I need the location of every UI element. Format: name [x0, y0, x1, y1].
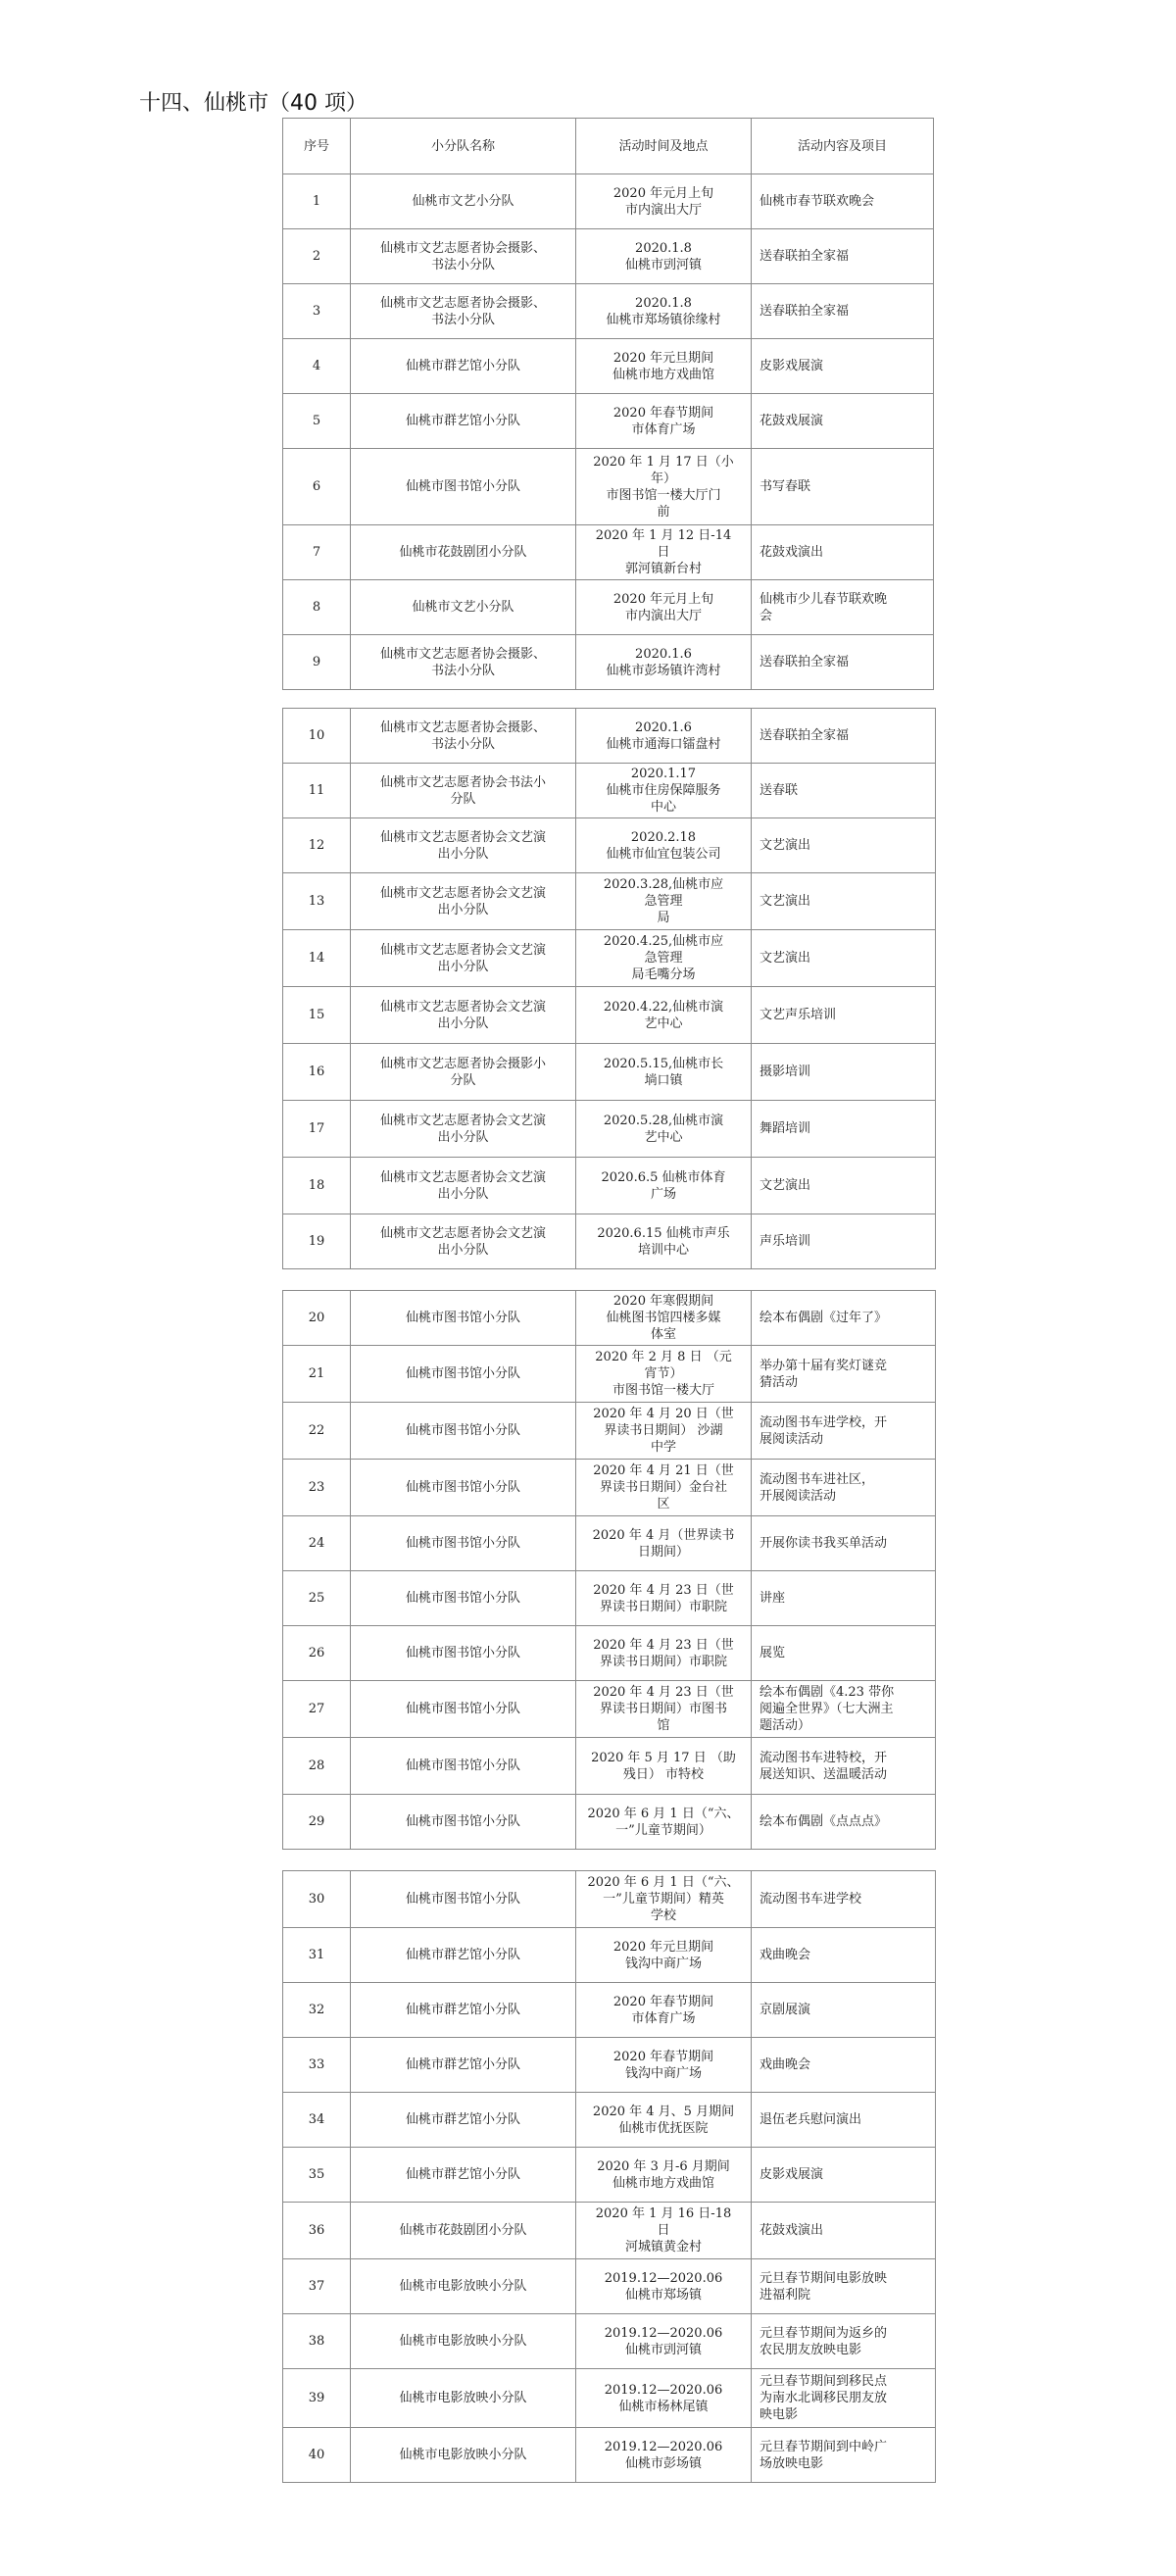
- team-name: 仙桃市群艺馆小分队: [351, 2093, 576, 2148]
- table-row: [283, 873, 936, 930]
- row-index: 12: [283, 818, 351, 873]
- activity-content: 皮影戏展演: [752, 2148, 936, 2203]
- table-row: [283, 1928, 936, 1983]
- activity-content: 元旦春节期间电影放映 进福利院: [752, 2259, 936, 2314]
- table-row: [283, 1460, 936, 1516]
- page-title: 十四、仙桃市（40 项）: [139, 91, 368, 116]
- time-place: 2020 年元月上旬 市内演出大厅: [576, 580, 752, 635]
- team-name: 仙桃市文艺志愿者协会文艺演 出小分队: [351, 818, 576, 873]
- team-name: 仙桃市文艺志愿者协会摄影、 书法小分队: [351, 635, 576, 690]
- table-row: [283, 1626, 936, 1681]
- activity-content: 花鼓戏演出: [752, 525, 934, 580]
- team-name: 仙桃市电影放映小分队: [351, 2259, 576, 2314]
- activity-content: 摄影培训: [752, 1044, 936, 1101]
- table-row: [283, 284, 934, 339]
- table-row: [283, 1516, 936, 1571]
- time-place: 2020.6.15 仙桃市声乐 培训中心: [576, 1214, 752, 1269]
- team-name: 仙桃市群艺馆小分队: [351, 339, 576, 394]
- team-name: 仙桃市电影放映小分队: [351, 2369, 576, 2428]
- time-place: 2020 年 5 月 17 日 （助 残日） 市特校: [576, 1738, 752, 1795]
- table-row: [283, 174, 934, 229]
- team-name: 仙桃市图书馆小分队: [351, 1403, 576, 1460]
- time-place: 2020 年春节期间 市体育广场: [576, 1983, 752, 2038]
- table-row: [283, 394, 934, 449]
- activity-content: 元旦春节期间到中岭广 场放映电影: [752, 2428, 936, 2483]
- row-index: 15: [283, 987, 351, 1044]
- row-index: 24: [283, 1516, 351, 1571]
- time-place: 2020 年 2 月 8 日 （元 宵节） 市图书馆一楼大厅: [576, 1346, 752, 1403]
- table-row: [283, 930, 936, 987]
- row-index: 10: [283, 709, 351, 764]
- team-name: 仙桃市文艺志愿者协会文艺演 出小分队: [351, 1158, 576, 1214]
- time-place: 2020.1.8 仙桃市剅河镇: [576, 229, 752, 284]
- table-row: [283, 2038, 936, 2093]
- table-row: [283, 2203, 936, 2259]
- activity-content: 元旦春节期间到移民点 为南水北调移民朋友放 映电影: [752, 2369, 936, 2428]
- team-name: 仙桃市图书馆小分队: [351, 1571, 576, 1626]
- table-row: [283, 2259, 936, 2314]
- time-place: 2020.1.8 仙桃市郑场镇徐缘村: [576, 284, 752, 339]
- activity-content: 皮影戏展演: [752, 339, 934, 394]
- table-row: [283, 1983, 936, 2038]
- activity-content: 送春联拍全家福: [752, 229, 934, 284]
- activity-content: 绘本布偶剧《点点点》: [752, 1795, 936, 1850]
- header-content: 活动内容及项目: [752, 119, 934, 174]
- row-index: 13: [283, 873, 351, 930]
- header-time-place: 活动时间及地点: [576, 119, 752, 174]
- time-place: 2020 年 4 月 20 日（世 界读书日期间） 沙湖 中学: [576, 1403, 752, 1460]
- time-place: 2020 年 1 月 12 日-14 日 郭河镇新台村: [576, 525, 752, 580]
- activity-content: 声乐培训: [752, 1214, 936, 1269]
- row-index: 21: [283, 1346, 351, 1403]
- table-header-row: [283, 119, 934, 174]
- time-place: 2019.12—2020.06 仙桃市彭场镇: [576, 2428, 752, 2483]
- row-index: 35: [283, 2148, 351, 2203]
- row-index: 3: [283, 284, 351, 339]
- table-row: [283, 1044, 936, 1101]
- team-name: 仙桃市文艺志愿者协会文艺演 出小分队: [351, 873, 576, 930]
- activity-content: 送春联拍全家福: [752, 284, 934, 339]
- time-place: 2020.5.28,仙桃市演 艺中心: [576, 1101, 752, 1158]
- time-place: 2020 年寒假期间 仙桃图书馆四楼多媒 体室: [576, 1291, 752, 1346]
- row-index: 6: [283, 449, 351, 525]
- table-row: [283, 1795, 936, 1850]
- row-index: 22: [283, 1403, 351, 1460]
- activity-content: 戏曲晚会: [752, 2038, 936, 2093]
- row-index: 28: [283, 1738, 351, 1795]
- activity-table-part-4: [282, 1870, 936, 2483]
- row-index: 11: [283, 764, 351, 818]
- activity-content: 举办第十届有奖灯谜竞 猜活动: [752, 1346, 936, 1403]
- time-place: 2020.2.18 仙桃市仙宜包装公司: [576, 818, 752, 873]
- time-place: 2019.12—2020.06 仙桃市剅河镇: [576, 2314, 752, 2369]
- team-name: 仙桃市群艺馆小分队: [351, 1928, 576, 1983]
- team-name: 仙桃市图书馆小分队: [351, 1626, 576, 1681]
- team-name: 仙桃市群艺馆小分队: [351, 1983, 576, 2038]
- activity-content: 流动图书车进特校，开 展送知识、送温暖活动: [752, 1738, 936, 1795]
- time-place: 2020 年 6 月 1 日（“六、 一”儿童节期间）: [576, 1795, 752, 1850]
- time-place: 2020 年元月上旬 市内演出大厅: [576, 174, 752, 229]
- time-place: 2019.12—2020.06 仙桃市杨林尾镇: [576, 2369, 752, 2428]
- row-index: 32: [283, 1983, 351, 2038]
- activity-content: 花鼓戏展演: [752, 394, 934, 449]
- team-name: 仙桃市花鼓剧团小分队: [351, 525, 576, 580]
- time-place: 2020 年 1 月 16 日-18 日 河城镇黄金村: [576, 2203, 752, 2259]
- row-index: 38: [283, 2314, 351, 2369]
- table-row: [283, 709, 936, 764]
- table-row: [283, 1403, 936, 1460]
- table-row: [283, 229, 934, 284]
- table-row: [283, 2369, 936, 2428]
- row-index: 17: [283, 1101, 351, 1158]
- table-row: [283, 1571, 936, 1626]
- table-row: [283, 635, 934, 690]
- time-place: 2020 年 4 月 21 日（世 界读书日期间）金台社 区: [576, 1460, 752, 1516]
- activity-table-part-3: [282, 1290, 936, 1850]
- row-index: 29: [283, 1795, 351, 1850]
- activity-content: 送春联: [752, 764, 936, 818]
- row-index: 26: [283, 1626, 351, 1681]
- team-name: 仙桃市图书馆小分队: [351, 1346, 576, 1403]
- table-row: [283, 1291, 936, 1346]
- row-index: 39: [283, 2369, 351, 2428]
- row-index: 9: [283, 635, 351, 690]
- activity-content: 送春联拍全家福: [752, 635, 934, 690]
- time-place: 2020 年 4 月 23 日（世 界读书日期间）市图书 馆: [576, 1681, 752, 1738]
- row-index: 23: [283, 1460, 351, 1516]
- row-index: 16: [283, 1044, 351, 1101]
- team-name: 仙桃市电影放映小分队: [351, 2314, 576, 2369]
- time-place: 2020 年元旦期间 钱沟中商广场: [576, 1928, 752, 1983]
- team-name: 仙桃市文艺志愿者协会摄影、 书法小分队: [351, 284, 576, 339]
- team-name: 仙桃市图书馆小分队: [351, 1291, 576, 1346]
- team-name: 仙桃市图书馆小分队: [351, 1681, 576, 1738]
- time-place: 2020.6.5 仙桃市体育 广场: [576, 1158, 752, 1214]
- time-place: 2020.4.22,仙桃市演 艺中心: [576, 987, 752, 1044]
- activity-content: 退伍老兵慰问演出: [752, 2093, 936, 2148]
- time-place: 2020.1.6 仙桃市彭场镇许湾村: [576, 635, 752, 690]
- team-name: 仙桃市群艺馆小分队: [351, 2038, 576, 2093]
- activity-content: 讲座: [752, 1571, 936, 1626]
- team-name: 仙桃市文艺志愿者协会摄影、 书法小分队: [351, 709, 576, 764]
- team-name: 仙桃市图书馆小分队: [351, 1738, 576, 1795]
- activity-content: 文艺演出: [752, 1158, 936, 1214]
- row-index: 2: [283, 229, 351, 284]
- time-place: 2020 年 3 月-6 月期间 仙桃市地方戏曲馆: [576, 2148, 752, 2203]
- table-row: [283, 1681, 936, 1738]
- table-row: [283, 2148, 936, 2203]
- activity-content: 流动图书车进学校，开 展阅读活动: [752, 1403, 936, 1460]
- row-index: 19: [283, 1214, 351, 1269]
- table-row: [283, 2428, 936, 2483]
- row-index: 36: [283, 2203, 351, 2259]
- row-index: 18: [283, 1158, 351, 1214]
- time-place: 2020 年 4 月 23 日（世 界读书日期间）市职院: [576, 1626, 752, 1681]
- team-name: 仙桃市文艺志愿者协会书法小 分队: [351, 764, 576, 818]
- time-place: 2020.3.28,仙桃市应 急管理 局: [576, 873, 752, 930]
- row-index: 7: [283, 525, 351, 580]
- row-index: 31: [283, 1928, 351, 1983]
- activity-content: 绘本布偶剧《4.23 带你 阅遍全世界》（七大洲主 题活动）: [752, 1681, 936, 1738]
- table-row: [283, 339, 934, 394]
- activity-table-part-2: [282, 708, 936, 1269]
- time-place: 2020 年 4 月、5 月期间 仙桃市优抚医院: [576, 2093, 752, 2148]
- row-index: 4: [283, 339, 351, 394]
- activity-content: 元旦春节期间为返乡的 农民朋友放映电影: [752, 2314, 936, 2369]
- team-name: 仙桃市文艺志愿者协会文艺演 出小分队: [351, 930, 576, 987]
- table-row: [283, 987, 936, 1044]
- table-row: [283, 1158, 936, 1214]
- time-place: 2020 年春节期间 钱沟中商广场: [576, 2038, 752, 2093]
- activity-content: 开展你读书我买单活动: [752, 1516, 936, 1571]
- activity-content: 舞蹈培训: [752, 1101, 936, 1158]
- table-row: [283, 1346, 936, 1403]
- time-place: 2020 年元旦期间 仙桃市地方戏曲馆: [576, 339, 752, 394]
- activity-content: 文艺演出: [752, 930, 936, 987]
- team-name: 仙桃市文艺志愿者协会摄影、 书法小分队: [351, 229, 576, 284]
- team-name: 仙桃市群艺馆小分队: [351, 394, 576, 449]
- team-name: 仙桃市文艺志愿者协会文艺演 出小分队: [351, 987, 576, 1044]
- activity-content: 文艺声乐培训: [752, 987, 936, 1044]
- time-place: 2020.1.6 仙桃市通海口镭盘村: [576, 709, 752, 764]
- row-index: 40: [283, 2428, 351, 2483]
- time-place: 2020 年 6 月 1 日（“六、 一”儿童节期间）精英 学校: [576, 1871, 752, 1928]
- activity-content: 仙桃市少儿春节联欢晚 会: [752, 580, 934, 635]
- team-name: 仙桃市群艺馆小分队: [351, 2148, 576, 2203]
- activity-content: 京剧展演: [752, 1983, 936, 2038]
- activity-content: 流动图书车进社区， 开展阅读活动: [752, 1460, 936, 1516]
- row-index: 1: [283, 174, 351, 229]
- row-index: 37: [283, 2259, 351, 2314]
- table-row: [283, 1871, 936, 1928]
- row-index: 25: [283, 1571, 351, 1626]
- time-place: 2019.12—2020.06 仙桃市郑场镇: [576, 2259, 752, 2314]
- row-index: 14: [283, 930, 351, 987]
- table-row: [283, 1214, 936, 1269]
- activity-content: 戏曲晚会: [752, 1928, 936, 1983]
- team-name: 仙桃市文艺志愿者协会文艺演 出小分队: [351, 1101, 576, 1158]
- team-name: 仙桃市图书馆小分队: [351, 1871, 576, 1928]
- table-row: [283, 449, 934, 525]
- activity-content: 文艺演出: [752, 873, 936, 930]
- activity-content: 绘本布偶剧《过年了》: [752, 1291, 936, 1346]
- activity-content: 送春联拍全家福: [752, 709, 936, 764]
- header-index: 序号: [283, 119, 351, 174]
- row-index: 33: [283, 2038, 351, 2093]
- table-row: [283, 818, 936, 873]
- team-name: 仙桃市文艺小分队: [351, 174, 576, 229]
- activity-content: 花鼓戏演出: [752, 2203, 936, 2259]
- activity-content: 展览: [752, 1626, 936, 1681]
- team-name: 仙桃市图书馆小分队: [351, 449, 576, 525]
- table-row: [283, 2093, 936, 2148]
- row-index: 5: [283, 394, 351, 449]
- time-place: 2020 年春节期间 市体育广场: [576, 394, 752, 449]
- activity-content: 仙桃市春节联欢晚会: [752, 174, 934, 229]
- activity-content: 书写春联: [752, 449, 934, 525]
- team-name: 仙桃市文艺小分队: [351, 580, 576, 635]
- table-row: [283, 525, 934, 580]
- row-index: 20: [283, 1291, 351, 1346]
- row-index: 27: [283, 1681, 351, 1738]
- row-index: 34: [283, 2093, 351, 2148]
- team-name: 仙桃市文艺志愿者协会文艺演 出小分队: [351, 1214, 576, 1269]
- time-place: 2020 年 4 月 23 日（世 界读书日期间）市职院: [576, 1571, 752, 1626]
- activity-content: 文艺演出: [752, 818, 936, 873]
- activity-content: 流动图书车进学校: [752, 1871, 936, 1928]
- table-row: [283, 1101, 936, 1158]
- activity-table-part-1: [282, 118, 934, 690]
- time-place: 2020 年 4 月（世界读书 日期间）: [576, 1516, 752, 1571]
- table-row: [283, 2314, 936, 2369]
- table-row: [283, 580, 934, 635]
- team-name: 仙桃市文艺志愿者协会摄影小 分队: [351, 1044, 576, 1101]
- row-index: 30: [283, 1871, 351, 1928]
- team-name: 仙桃市图书馆小分队: [351, 1516, 576, 1571]
- time-place: 2020.4.25,仙桃市应 急管理 局毛嘴分场: [576, 930, 752, 987]
- team-name: 仙桃市图书馆小分队: [351, 1460, 576, 1516]
- time-place: 2020 年 1 月 17 日（小 年） 市图书馆一楼大厅门 前: [576, 449, 752, 525]
- row-index: 8: [283, 580, 351, 635]
- team-name: 仙桃市花鼓剧团小分队: [351, 2203, 576, 2259]
- time-place: 2020.5.15,仙桃市长 埫口镇: [576, 1044, 752, 1101]
- table-row: [283, 1738, 936, 1795]
- header-team-name: 小分队名称: [351, 119, 576, 174]
- team-name: 仙桃市图书馆小分队: [351, 1795, 576, 1850]
- time-place: 2020.1.17 仙桃市住房保障服务 中心: [576, 764, 752, 818]
- team-name: 仙桃市电影放映小分队: [351, 2428, 576, 2483]
- table-row: [283, 764, 936, 818]
